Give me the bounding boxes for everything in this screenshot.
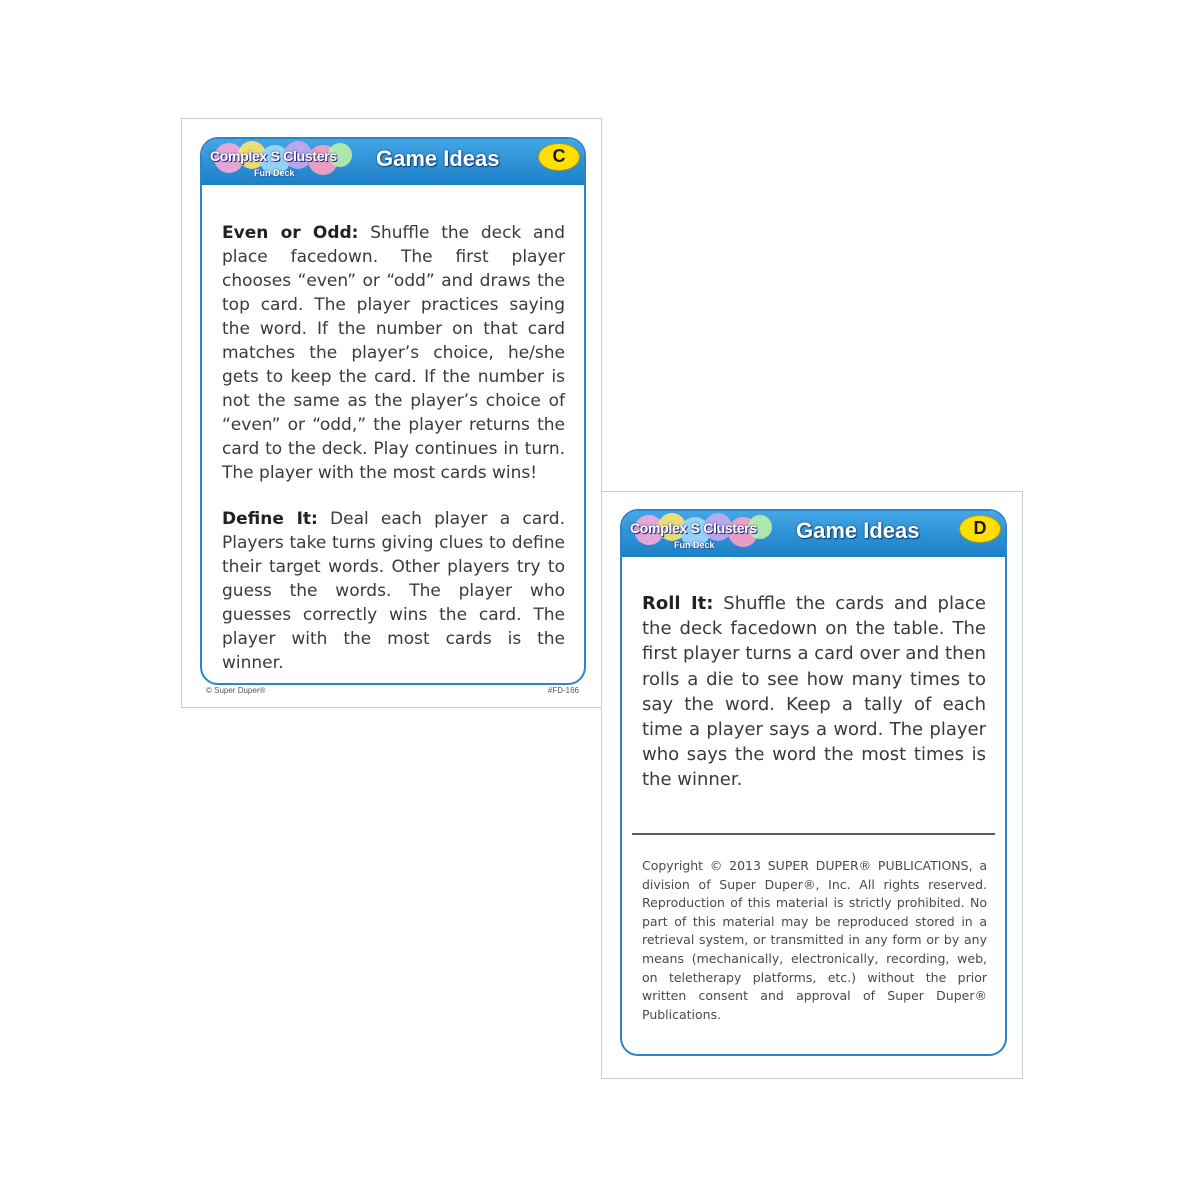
card-title: Game Ideas	[796, 518, 920, 543]
roll-it-text: Shuffle the cards and place the deck facedown on the table. The first player turns a card over and then rolls a die to see how many times to say the word. Keep a tally of each time a player says a word. The player who says the word the most times is the winner.	[642, 593, 986, 791]
footer-product-code: #FD-166	[547, 686, 579, 695]
card-letter-badge: D	[959, 515, 1001, 543]
define-it-paragraph	[222, 507, 565, 675]
card-title: Game Ideas	[376, 146, 500, 171]
logo-text: Complex S Clusters	[630, 520, 757, 536]
game-ideas-card-d	[601, 491, 1023, 1079]
card-frame	[200, 137, 586, 685]
roll-it-heading: Roll It:	[642, 593, 714, 614]
card-header	[202, 139, 584, 185]
logo-subtitle: Fun Deck	[254, 168, 295, 178]
even-or-odd-heading: Even or Odd:	[222, 223, 359, 243]
copyright-divider	[632, 833, 995, 835]
even-or-odd-text: Shuffle the deck and place facedown. The first player chooses “even” or “odd” and draws the top card. The player practices saying the word. If the number on that card matches the player’s choice, he/she gets to keep the card. If the number is not the same as the player’s choice of “even” or “odd,” the player returns the card to the deck. Play continues in turn. The player with the most cards wins!	[222, 223, 565, 483]
fun-deck-logo	[204, 139, 354, 185]
logo-text: Complex S Clusters	[210, 148, 337, 164]
roll-it-paragraph	[642, 591, 986, 793]
define-it-text: Deal each player a card. Players take turns giving clues to define their target words. Other players try to guess the words. The player who guesses correctly wins the card. The player with the most cards is the winner.	[222, 509, 566, 673]
card-body	[642, 591, 986, 793]
footer-brand: © Super Duper®	[206, 686, 266, 695]
card-header	[622, 511, 1005, 557]
define-it-heading: Define It:	[222, 509, 318, 529]
card-frame	[620, 509, 1007, 1056]
logo-subtitle: Fun Deck	[674, 540, 715, 550]
copyright-notice: Copyright © 2013 SUPER DUPER® PUBLICATIONS, a division of Super Duper®, Inc. All rights reserved. Reproduction of this material is strictly prohibited. No part of this material may be reproduced stored in a retrieval system, or transmitted in any form or by any means (mechanically, electronically, recording, web, on teletherapy platforms, etc.) without the prior written consent and approval of Super Duper® Publications.	[642, 858, 987, 1022]
even-or-odd-paragraph	[222, 221, 565, 485]
card-letter-badge: C	[538, 143, 580, 171]
game-ideas-card-c	[181, 118, 602, 708]
card-body	[222, 221, 565, 675]
fun-deck-logo	[624, 511, 774, 557]
